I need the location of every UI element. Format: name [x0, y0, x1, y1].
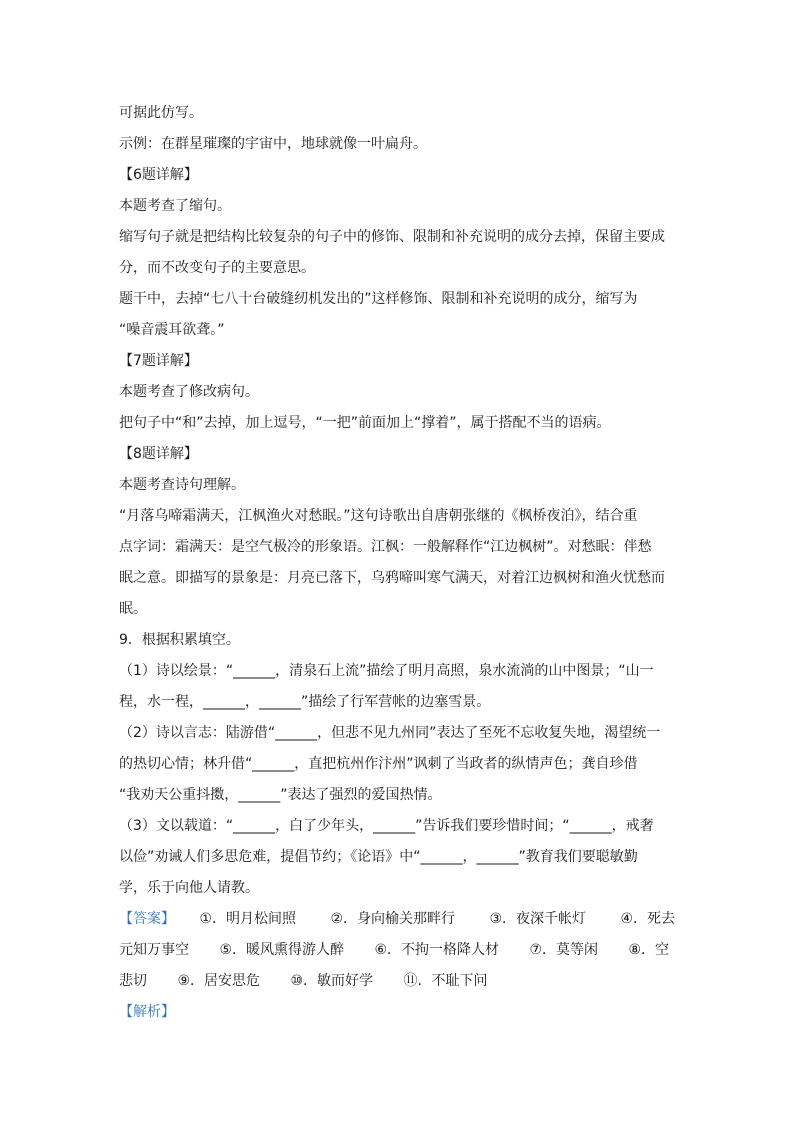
text-line: 眠之意。即描写的景象是：月亮已落下，乌鸦啼叫寒气满天，对着江边枫树和渔火忧愁而: [119, 570, 665, 586]
question-title: 9．根据积累填空。: [119, 632, 240, 648]
text-line: （2）诗以言志：陆游借“______，但悲不见九州同”表达了至死不忘收复失地，渴望统一: [119, 725, 661, 741]
answer-item: 悲切: [119, 973, 147, 989]
answer-item: ⑥．不拘一格降人材: [374, 942, 500, 958]
answer-row: [119, 935, 679, 966]
answer-item: ⑪．不耻下问: [403, 973, 488, 989]
answer-item: ⑩．敏而好学: [290, 973, 374, 989]
answer-item: 元知万事空: [119, 942, 189, 958]
text-line: 本题考查了缩句。: [119, 198, 231, 214]
text-line: 点字词：霜满天：是空气极冷的形象语。江枫：一般解释作“江边枫树”。对愁眠：伴愁: [119, 539, 652, 555]
text-line: 示例：在群星璀璨的宇宙中，地球就像一叶扁舟。: [119, 136, 427, 152]
text-line: 把句子中“和”去掉，加上逗号，“一把”前面加上“撑着”，属于搭配不当的语病。: [119, 415, 611, 431]
text-line: 可据此仿写。: [119, 105, 203, 121]
answer-item: ⑨．居安思危: [177, 973, 261, 989]
text-line: 题干中，去掉“七八十台破缝纫机发出的”这样修饰、限制和补充说明的成分，缩写为: [119, 291, 638, 307]
section-heading: 【6题详解】: [119, 167, 198, 183]
answer-item: ⑧．空: [628, 942, 670, 958]
answer-item: ③．夜深千帐灯: [489, 911, 587, 927]
answer-row: [119, 904, 679, 935]
answer-item: ②．身向榆关那畔行: [330, 911, 456, 927]
analysis-label: 【解析】: [119, 1004, 175, 1020]
text-line: 本题考查诗句理解。: [119, 477, 245, 493]
text-line: （1）诗以绘景：“______，清泉石上流”描绘了明月高照，泉水流淌的山中图景；“山一: [119, 663, 654, 679]
answer-item: ①．明月松间照: [199, 911, 297, 927]
answer-item: ⑤．暖风熏得游人醉: [219, 942, 345, 958]
answer-row: [119, 966, 679, 997]
answer-explanation-body: [119, 98, 679, 1028]
text-line: “我劝天公重抖擞，______”表达了强烈的爱国热情。: [119, 787, 442, 803]
text-line: 以俭”劝诫人们多思危难，提倡节约；《论语》中“______，______”教育我们要聪敏勤: [119, 849, 638, 865]
text-line: “噪音震耳欲聋。”: [119, 322, 225, 338]
section-heading: 【8题详解】: [119, 446, 198, 462]
text-line: 的热切心情；林升借“______，直把杭州作汴州”讽刺了当政者的纵情声色；龚自珍借: [119, 756, 638, 772]
text-line: 眠。: [119, 601, 147, 617]
text-line: 程，水一程，______，______”描绘了行军营帐的边塞雪景。: [119, 694, 491, 710]
text-line: “月落乌啼霜满天，江枫渔火对愁眠。”这句诗歌出自唐朝张继的《枫桥夜泊》，结合重: [119, 508, 638, 524]
answer-item: ④．死去: [620, 911, 676, 927]
text-line: 分，而不改变句子的主要意思。: [119, 260, 315, 276]
section-heading: 【7题详解】: [119, 353, 198, 369]
text-line: 学，乐于向他人请教。: [119, 880, 259, 896]
answer-label: 【答案】: [119, 911, 175, 927]
answer-item: ⑦．莫等闲: [529, 942, 599, 958]
text-line: 本题考查了修改病句。: [119, 384, 259, 400]
text-line: （3）文以载道：“______，白了少年头，______”告诉我们要珍惜时间；“______，戒奢: [119, 818, 654, 834]
text-line: 缩写句子就是把结构比较复杂的句子中的修饰、限制和补充说明的成分去掉，保留主要成: [119, 229, 665, 245]
